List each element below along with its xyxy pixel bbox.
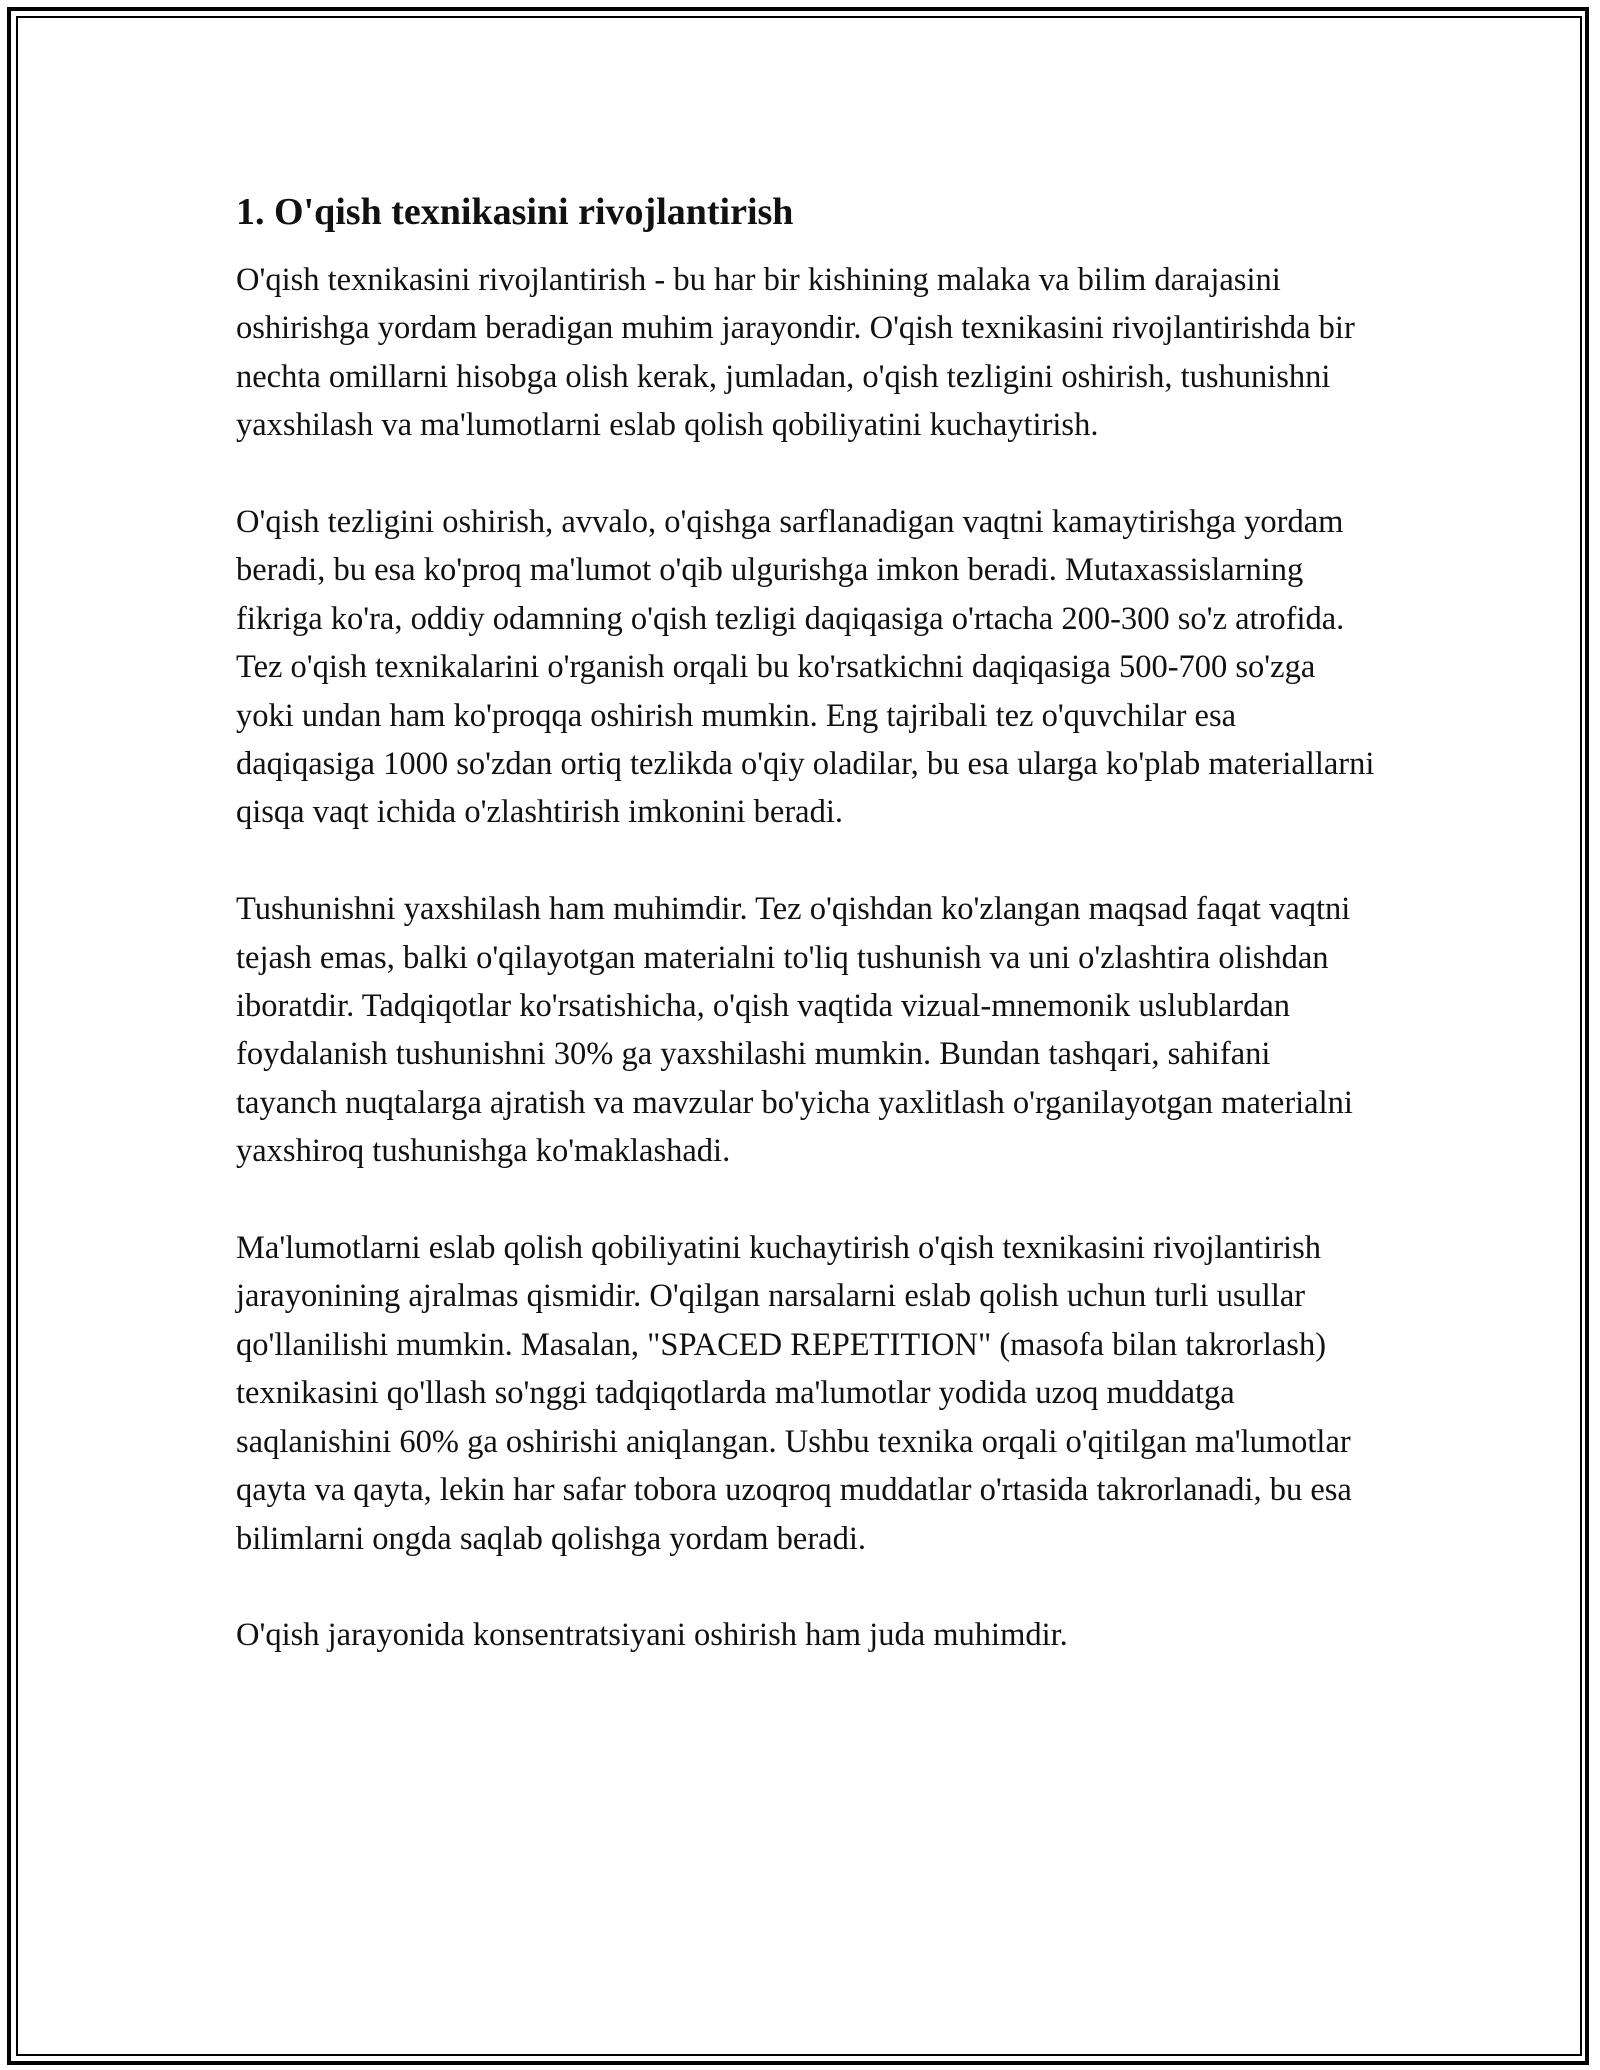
document-body: [236, 188, 1376, 1708]
paragraph-intro: O'qish texnikasini rivojlantirish - bu har bir kishining malaka va bilim darajasini oshirishga yordam beradigan muhim jarayondir. O'qish texnikasini rivojlantirishda bir nechta omillarni hisobga olish kerak, jumladan, o'qish tezligini oshirish, tushunishni yaxshilash va ma'lumotlarni eslab qolish qobiliyatini kuchaytirish.: [236, 262, 1355, 444]
paragraph-concentration: O'qish jarayonida konsentratsiyani oshirish ham juda muhimdir.: [236, 1617, 1068, 1654]
paragraph-reading-speed: O'qish tezligini oshirish, avvalo, o'qishga sarflanadigan vaqtni kamaytirishga yordam beradi, bu esa ko'proq ma'lumot o'qib ulgurishga imkon beradi. Mutaxassislarning fikriga ko'ra, oddiy odamning o'qish tezligi daqiqasiga o'rtacha 200-300 so'z atrofida. Tez o'qish texnikalarini o'rganish orqali bu ko'rsatkichni daqiqasiga 500-700 so'zga yoki undan ham ko'proqqa oshirish mumkin. Eng tajribali tez o'quvchilar esa daqiqasiga 1000 so'zdan ortiq tezlikda o'qiy oladilar, bu esa ularga ko'plab materiallarni qisqa vaqt ichida o'zlashtirish imkonini beradi.: [236, 504, 1375, 831]
section-heading: 1. O'qish texnikasini rivojlantirish: [236, 191, 794, 233]
paragraph-comprehension: Tushunishni yaxshilash ham muhimdir. Tez o'qishdan ko'zlangan maqsad faqat vaqtni tejash emas, balki o'qilayotgan materialni to'liq tushunish va uni o'zlashtira olishdan iboratdir. Tadqiqotlar ko'rsatishicha, o'qish vaqtida vizual-mnemonik uslublardan foydalanish tushunishni 30% ga yaxshilashi mumkin. Bundan tashqari, sahifani tayanch nuqtalarga ajratish va mavzular bo'yicha yaxlitlash o'rganilayotgan materialni yaxshiroq tushunishga ko'maklashadi.: [236, 891, 1353, 1170]
paragraph-memory: Ma'lumotlarni eslab qolish qobiliyatini kuchaytirish o'qish texnikasini rivojlantirish jarayonining ajralmas qismidir. O'qilgan narsalarni eslab qolish uchun turli usullar qo'llanilishi mumkin. Masalan, "SPACED REPETITION" (masofa bilan takrorlash) texnikasini qo'llash so'nggi tadqiqotlarda ma'lumotlar yodida uzoq muddatga saqlanishini 60% ga oshirishi aniqlangan. Ushbu texnika orqali o'qitilgan ma'lumotlar qayta va qayta, lekin har safar tobora uzoqroq muddatlar o'rtasida takrorlanadi, bu esa bilimlarni ongda saqlab qolishga yordam beradi.: [236, 1230, 1352, 1557]
